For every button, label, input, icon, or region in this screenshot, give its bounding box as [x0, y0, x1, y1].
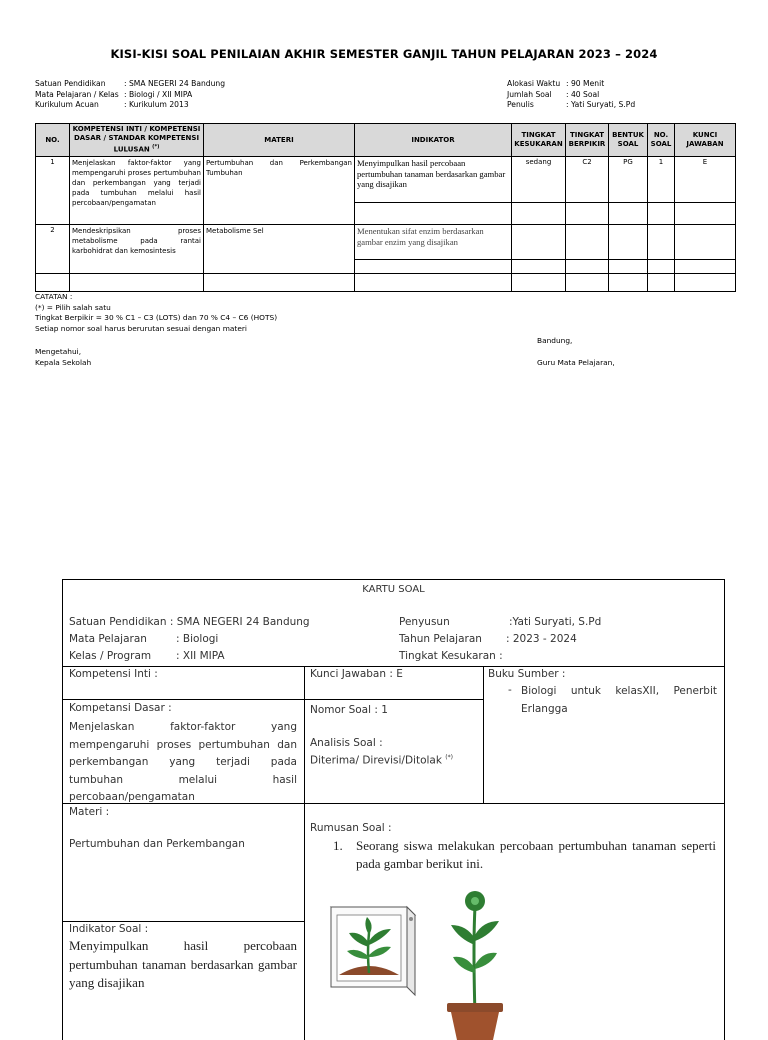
header-kompetensi: KOMPETENSI INTI / KOMPETENSI DASAR / STANDAR KOMPETENSI LULUSAN (*)	[70, 124, 204, 157]
bullet-dash: -	[508, 684, 512, 696]
signature-guru: Guru Mata Pelajaran,	[537, 358, 615, 367]
kartu-rumusan-label: Rumusan Soal :	[310, 822, 392, 834]
kartu-kunci: Kunci Jawaban : E	[310, 668, 403, 680]
kartu-tahun-label: Tahun Pelajaran	[399, 633, 482, 645]
kisi-table	[35, 123, 736, 292]
meta-right	[507, 79, 635, 111]
meta-penulis: Penulis : Yati Suryati, S.Pd	[507, 100, 636, 110]
kartu-soal	[62, 579, 725, 1040]
header-indikator: INDIKATOR	[355, 124, 512, 157]
meta-satuan: Satuan Pendidikan : SMA NEGERI 24 Bandung	[35, 79, 226, 88]
row1-tingkat-kesukaran: sedang	[512, 157, 566, 203]
signature-mengetahui: Mengetahui,	[35, 347, 82, 356]
kartu-buku-sumber: Buku Sumber :	[488, 668, 566, 680]
kartu-mapel-label: Mata Pelajaran	[69, 633, 147, 645]
header-no: NO.	[36, 124, 70, 157]
header-materi: MATERI	[204, 124, 355, 157]
row1-indikator: Menyimpulkan hasil percobaan pertumbuhan tanaman berdasarkan gambar yang disajikan	[355, 157, 512, 203]
kartu-indikator-label: Indikator Soal :	[69, 923, 149, 935]
kartu-indikator-text: Menyimpulkan hasil percobaan pertumbuhan tanaman berdasarkan gambar yang disajikan	[69, 938, 297, 990]
row2-materi: Metabolisme Sel	[204, 225, 355, 274]
kartu-rumusan-text: Seorang siswa melakukan percobaan pertumbuhan tanaman seperti pada gambar berikut ini.	[356, 838, 716, 871]
header-no-soal: NO. SOAL	[648, 124, 675, 157]
header-kunci: KUNCI JAWABAN	[675, 124, 736, 157]
kartu-buku-item: Biologi untuk kelasXII, Penerbit Erlangga	[521, 685, 717, 715]
kartu-kelas-label: Kelas / Program	[69, 650, 152, 662]
row2-kompetensi: Mendeskripsikan proses metabolisme pada rantai karbohidrat dan kemosintesis	[70, 225, 204, 274]
divider	[483, 666, 484, 803]
signature-place: Bandung,	[537, 336, 573, 345]
kartu-satuan: Satuan Pendidikan : SMA NEGERI 24 Bandung	[69, 616, 310, 628]
meta-jumlah: Jumlah Soal : 40 Soal	[507, 89, 600, 99]
kartu-analisis: Analisis Soal :	[310, 737, 383, 749]
kartu-tahun-value: : 2023 - 2024	[506, 633, 577, 645]
table-row	[36, 157, 736, 203]
potted-plant	[447, 891, 503, 1040]
kartu-kd-text: Menjelaskan faktor-faktor yang mempengaruhi proses pertumbuhan dan perkembangan yang terjadi pada tumbuhan melalui hasil percobaan/pengamatan	[69, 721, 297, 803]
divider	[63, 699, 304, 700]
header-tingkat-berpikir: TINGKAT BERPIKIR	[566, 124, 609, 157]
row1-tingkat-berpikir: C2	[566, 157, 609, 203]
kartu-penyusun-label: Penyusun	[399, 616, 450, 628]
row1-no: 1	[36, 157, 70, 225]
row1-no-soal: 1	[648, 157, 675, 203]
table-row	[36, 274, 736, 292]
rumusan-number: 1.	[333, 838, 343, 853]
divider	[63, 921, 304, 922]
row2-indikator: Menentukan sifat enzim berdasarkan gambar enzim yang disajikan	[355, 225, 512, 260]
kartu-nomor-soal: Nomor Soal : 1	[310, 704, 388, 716]
row1-kunci: E	[675, 157, 736, 203]
divider	[63, 666, 724, 667]
kartu-materi-value: Pertumbuhan dan Perkembangan	[69, 838, 245, 850]
meta-mapel: Mata Pelajaran / Kelas : Biologi / XII MIPA	[35, 89, 193, 99]
kartu-penyusun-value: :Yati Suryati, S.Pd	[509, 616, 602, 628]
catatan: CATATAN : (*) = Pilih salah satu Tingkat Berpikir = 30 % C1 – C3 (LOTS) dan 70 % C4 – C6 (HOTS) Setiap nomor soal harus berurutan sesuai dengan materi	[35, 292, 278, 333]
header-tingkat-kesukaran: TINGKAT KESUKARAN	[512, 124, 566, 157]
meta-alokasi: Alokasi Waktu : 90 Menit	[507, 79, 605, 88]
kartu-title: KARTU SOAL	[362, 584, 425, 595]
row1-materi: Pertumbuhan dan Perkembangan Tumbuhan	[204, 157, 355, 225]
table-header-row	[36, 124, 736, 157]
document-title: KISI-KISI SOAL PENILAIAN AKHIR SEMESTER GANJIL TAHUN PELAJARAN 2023 – 2024	[110, 47, 658, 61]
header-bentuk-soal: BENTUK SOAL	[609, 124, 648, 157]
kartu-kelas-value: : XII MIPA	[176, 650, 225, 662]
kartu-tingkat: Tingkat Kesukaran :	[399, 650, 503, 662]
meta-left	[35, 79, 225, 111]
kartu-mapel-value: : Biologi	[176, 633, 219, 645]
divider	[304, 666, 305, 1040]
row2-no: 2	[36, 225, 70, 274]
divider	[304, 699, 483, 700]
kartu-materi-label: Materi :	[69, 806, 110, 818]
row1-bentuk-soal: PG	[609, 157, 648, 203]
meta-kurikulum: Kurikulum Acuan : Kurikulum 2013	[35, 100, 189, 110]
plant-experiment-illustration	[325, 885, 525, 1040]
signature-kepala: Kepala Sekolah	[35, 358, 92, 367]
kartu-kd-label: Kompetansi Dasar :	[69, 702, 172, 714]
table-row	[36, 225, 736, 260]
kartu-kompetensi-inti: Kompetensi Inti :	[69, 668, 158, 680]
row1-kompetensi: Menjelaskan faktor-faktor yang mempengaruhi proses pertumbuhan dan perkembangan yang terjadi pada tumbuhan melalui hasil percobaan/pengamatan	[70, 157, 204, 225]
dark-box-with-plant	[331, 907, 415, 995]
kartu-diterima: Diterima/ Direvisi/Ditolak (*)	[310, 754, 453, 767]
